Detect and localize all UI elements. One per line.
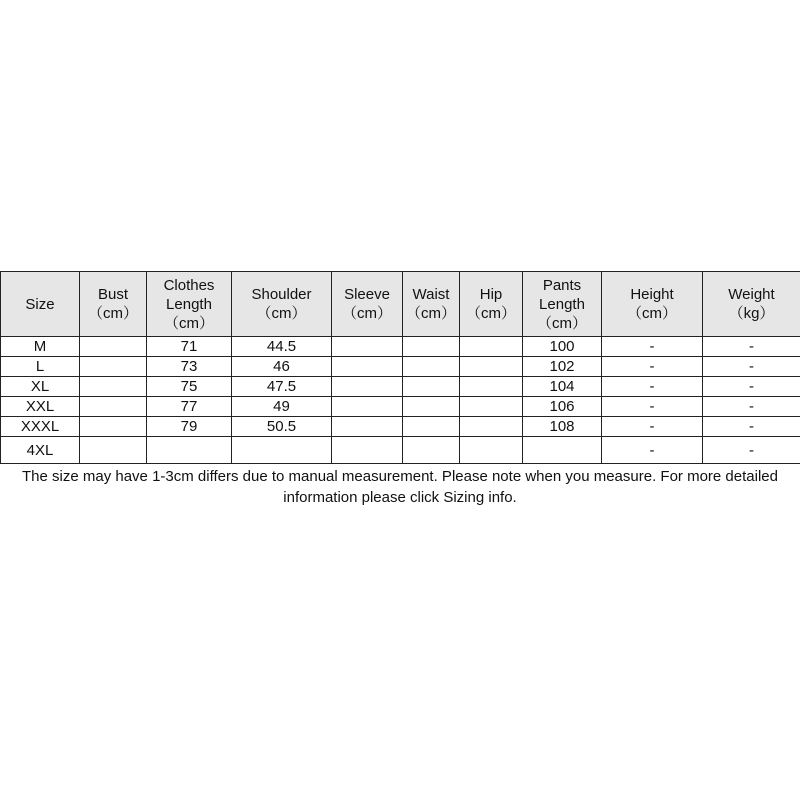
column-header-unit: （kg） [728, 305, 775, 322]
column-header [602, 272, 703, 337]
column-header-unit: （cm） [466, 305, 516, 322]
table-cell: L [1, 357, 80, 377]
table-cell [332, 337, 403, 357]
table-cell [232, 437, 332, 464]
table-cell [460, 397, 523, 417]
table-cell: XXL [1, 397, 80, 417]
table-cell: XL [1, 377, 80, 397]
table-cell [332, 397, 403, 417]
table-cell: 102 [523, 357, 602, 377]
table-cell [403, 377, 460, 397]
table-cell: 47.5 [232, 377, 332, 397]
table-cell [523, 437, 602, 464]
table-cell: XXXL [1, 417, 80, 437]
column-header-unit: （cm） [537, 314, 587, 332]
column-header [1, 272, 80, 337]
table-cell: 71 [147, 337, 232, 357]
column-header-unit: （cm） [256, 305, 307, 322]
table-cell [80, 377, 147, 397]
column-header-unit: （cm） [406, 305, 456, 322]
table-cell [80, 397, 147, 417]
table-cell: - [602, 417, 703, 437]
table-cell: 100 [523, 337, 602, 357]
table-row [1, 437, 800, 464]
column-header-name: Size [25, 295, 55, 313]
table-cell: - [703, 337, 800, 357]
table-cell [403, 357, 460, 377]
table-cell [460, 357, 523, 377]
table-cell [332, 437, 403, 464]
column-header-name: Clothes Length [163, 276, 215, 313]
table-row [1, 357, 800, 377]
measurement-note: The size may have 1-3cm differs due to manual measurement. Please note when you measure. For more detailed information please click Sizing info. [22, 468, 778, 506]
table-cell [332, 357, 403, 377]
table-cell: - [602, 397, 703, 417]
table-row [1, 377, 800, 397]
table-cell: 75 [147, 377, 232, 397]
column-header-name: Shoulder [251, 286, 312, 303]
table-cell: - [602, 357, 703, 377]
table-cell: - [602, 337, 703, 357]
table-cell: - [703, 437, 800, 464]
table-cell: 73 [147, 357, 232, 377]
table-cell [332, 377, 403, 397]
column-header [523, 272, 602, 337]
table-cell: - [602, 437, 703, 464]
table-cell: 79 [147, 417, 232, 437]
table-cell: 77 [147, 397, 232, 417]
table-cell [403, 417, 460, 437]
column-header-name: Waist [412, 286, 450, 303]
table-row [1, 417, 800, 437]
table-row [1, 397, 800, 417]
column-header-name: Sleeve [344, 286, 390, 303]
table-cell: - [602, 377, 703, 397]
column-header-name: Bust [97, 286, 128, 303]
column-header-unit: （cm） [627, 305, 677, 322]
header-row [1, 272, 800, 337]
column-header [232, 272, 332, 337]
table-cell: 49 [232, 397, 332, 417]
table-cell [460, 337, 523, 357]
table-cell: - [703, 397, 800, 417]
table-cell [403, 397, 460, 417]
table-cell [332, 417, 403, 437]
table-cell: 46 [232, 357, 332, 377]
table-cell [80, 357, 147, 377]
column-header-unit: （cm） [164, 314, 214, 332]
column-header-name: Weight [728, 286, 775, 303]
table-cell: - [703, 377, 800, 397]
table-cell: - [703, 357, 800, 377]
table-cell: 50.5 [232, 417, 332, 437]
table-cell [460, 377, 523, 397]
size-chart-table [0, 271, 800, 464]
table-cell [80, 437, 147, 464]
table-cell: 104 [523, 377, 602, 397]
table-cell [460, 437, 523, 464]
column-header-name: Hip [479, 286, 503, 303]
column-header [703, 272, 800, 337]
column-header [403, 272, 460, 337]
table-cell: - [703, 417, 800, 437]
table-cell [403, 337, 460, 357]
table-row [1, 337, 800, 357]
column-header-name: Height [630, 286, 674, 303]
table-cell [147, 437, 232, 464]
table-cell [460, 417, 523, 437]
column-header-unit: （cm） [342, 305, 392, 322]
column-header [460, 272, 523, 337]
table-cell [80, 337, 147, 357]
table-cell [403, 437, 460, 464]
column-header [80, 272, 147, 337]
column-header-unit: （cm） [88, 305, 138, 322]
column-header [147, 272, 232, 337]
table-cell: 106 [523, 397, 602, 417]
table-cell: 108 [523, 417, 602, 437]
table-cell: 44.5 [232, 337, 332, 357]
table-cell [80, 417, 147, 437]
column-header [332, 272, 403, 337]
table-cell: 4XL [1, 437, 80, 464]
column-header-name: Pants Length [539, 276, 585, 313]
table-cell: M [1, 337, 80, 357]
